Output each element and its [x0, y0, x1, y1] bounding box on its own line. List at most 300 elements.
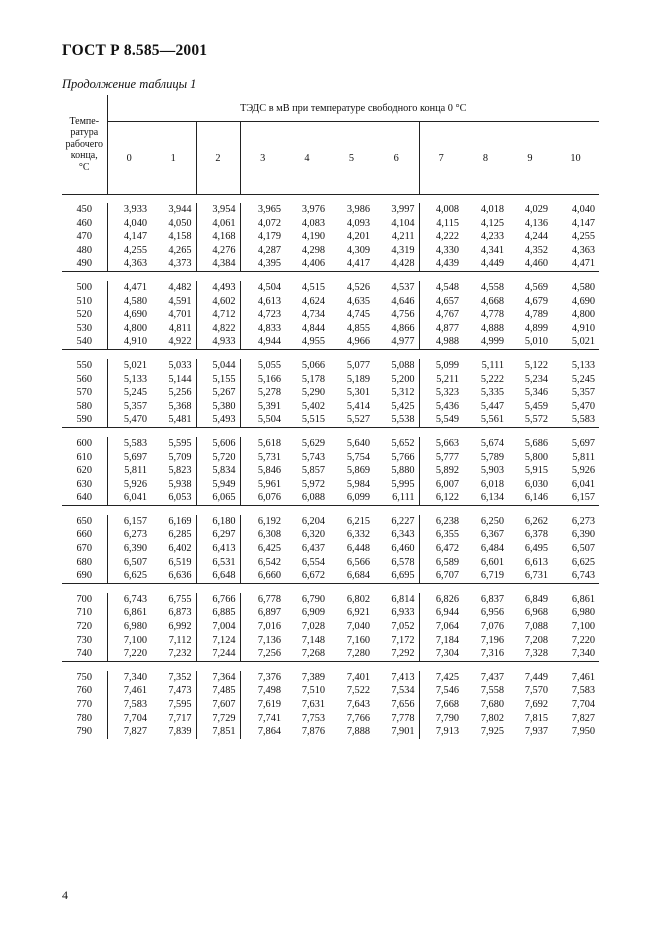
emf-value-cell: 7,473	[168, 685, 192, 697]
emf-value-cell: 5,583	[571, 414, 596, 426]
emf-value-cell: 7,913	[419, 725, 463, 739]
emf-value-cell: 5,892	[419, 464, 463, 478]
emf-value-cell: 6,122	[419, 491, 463, 505]
emf-value-cell: 4,734	[301, 309, 325, 321]
emf-value-cell: 4,515	[301, 281, 325, 293]
emf-value-cell: 5,720	[196, 451, 240, 465]
emf-value-cell: 4,789	[524, 309, 548, 321]
emf-value-cell: 5,402	[301, 400, 325, 412]
emf-value-cell: 4,255	[107, 244, 151, 258]
emf-value-cell: 4,548	[419, 281, 463, 295]
emf-value-cell: 7,280	[346, 648, 370, 660]
emf-value-cell: 7,340	[571, 648, 596, 660]
emf-value-cell: 5,777	[419, 451, 463, 465]
emf-value-cell: 4,844	[301, 322, 325, 334]
emf-value-cell: 5,731	[240, 451, 285, 465]
emf-value-cell: 4,115	[419, 217, 463, 231]
emf-value-cell: 4,330	[419, 244, 463, 258]
emf-value-cell: 4,482	[168, 281, 192, 293]
emf-value-cell: 4,093	[346, 217, 370, 229]
emf-value-cell: 4,877	[419, 322, 463, 336]
emf-value-cell: 6,308	[240, 528, 285, 542]
emf-value-cell: 5,099	[419, 359, 463, 373]
emf-value-cell: 5,493	[196, 413, 240, 427]
emf-value-cell: 7,413	[391, 671, 415, 683]
emf-value-cell: 4,384	[196, 257, 240, 271]
table-row	[62, 322, 599, 336]
emf-value-cell: 7,244	[196, 647, 240, 661]
emf-value-cell: 5,459	[524, 400, 548, 412]
table-row	[62, 413, 599, 427]
column-header: 2	[196, 122, 240, 195]
emf-value-cell: 7,876	[301, 726, 325, 738]
emf-value-cell: 7,558	[480, 685, 504, 697]
emf-value-cell: 6,355	[419, 528, 463, 542]
emf-value-cell: 7,004	[196, 620, 240, 634]
emf-value-cell: 6,065	[196, 491, 240, 505]
emf-value-cell: 5,561	[480, 414, 504, 426]
temperature-cell: 540	[76, 336, 92, 348]
emf-value-cell: 7,449	[524, 671, 548, 683]
temperature-cell: 770	[76, 699, 92, 710]
emf-value-cell: 5,618	[240, 437, 285, 451]
temperature-cell: 730	[76, 634, 92, 646]
emf-value-cell: 4,910	[107, 335, 151, 349]
column-header: 1	[151, 122, 196, 195]
emf-value-cell: 5,178	[301, 373, 325, 385]
emf-value-cell: 6,390	[571, 529, 596, 541]
emf-value-cell: 4,745	[346, 309, 370, 321]
emf-value-cell: 4,855	[346, 322, 370, 334]
table-row	[62, 725, 599, 739]
emf-value-cell: 6,707	[419, 569, 463, 583]
emf-value-cell: 5,949	[196, 478, 240, 492]
emf-value-cell: 6,402	[168, 543, 192, 555]
emf-value-cell: 4,833	[240, 322, 285, 336]
emf-value-cell: 6,507	[107, 556, 151, 570]
emf-value-cell: 7,076	[480, 621, 504, 633]
emf-value-cell: 5,538	[391, 414, 415, 426]
emf-value-cell: 4,580	[571, 281, 596, 293]
emf-value-cell: 4,701	[168, 309, 192, 321]
emf-value-cell: 5,144	[168, 373, 192, 385]
emf-value-cell: 7,461	[107, 684, 151, 698]
emf-value-cell: 4,244	[524, 231, 548, 243]
emf-value-cell: 5,549	[419, 413, 463, 427]
emf-value-cell: 4,471	[571, 258, 596, 270]
emf-value-cell: 4,624	[301, 295, 325, 307]
emf-value-cell: 4,723	[240, 308, 285, 322]
emf-value-cell: 6,320	[301, 529, 325, 541]
emf-value-cell: 6,076	[240, 491, 285, 505]
emf-value-cell: 7,100	[571, 621, 596, 633]
column-header: 7	[419, 122, 463, 195]
emf-value-cell: 5,335	[480, 387, 504, 399]
emf-value-cell: 6,542	[240, 556, 285, 570]
emf-value-cell: 5,606	[196, 437, 240, 451]
emf-value-cell: 4,439	[419, 257, 463, 271]
group-spacer	[62, 583, 599, 593]
emf-value-cell: 6,413	[196, 542, 240, 556]
emf-value-cell: 4,029	[524, 204, 548, 215]
column-header: 8	[463, 122, 508, 195]
emf-value-cell: 6,648	[196, 569, 240, 583]
emf-group-header: ТЭДС в мВ при температуре свободного конца 0 °С	[107, 95, 599, 122]
emf-value-cell: 6,332	[346, 529, 370, 541]
emf-value-cell: 4,125	[480, 217, 504, 229]
temperature-cell: 580	[76, 400, 92, 412]
emf-value-cell: 4,018	[480, 204, 504, 215]
column-header: 5	[329, 122, 374, 195]
emf-value-cell: 6,460	[391, 543, 415, 555]
emf-value-cell: 6,448	[346, 543, 370, 555]
emf-value-cell: 7,328	[524, 648, 548, 660]
temperature-cell: 660	[76, 529, 92, 541]
emf-value-cell: 5,077	[346, 359, 370, 371]
temperature-cell: 790	[76, 726, 92, 738]
emf-value-cell: 4,040	[571, 204, 596, 215]
emf-value-cell: 4,668	[480, 295, 504, 307]
emf-value-cell: 5,961	[240, 478, 285, 492]
emf-value-cell: 5,834	[196, 464, 240, 478]
table-row	[62, 647, 599, 661]
temperature-cell: 510	[76, 295, 92, 307]
emf-value-cell: 7,232	[168, 648, 192, 660]
emf-value-cell: 5,743	[301, 451, 325, 463]
emf-value-cell: 4,136	[524, 217, 548, 229]
column-header: 0	[107, 122, 151, 195]
temperature-cell: 590	[76, 414, 92, 426]
emf-value-cell: 4,966	[346, 336, 370, 348]
temperature-cell: 700	[76, 593, 92, 605]
temperature-cell: 720	[76, 621, 92, 633]
emf-value-cell: 6,613	[524, 556, 548, 568]
table-row	[62, 244, 599, 258]
emf-value-cell: 4,395	[240, 257, 285, 271]
table-row	[62, 712, 599, 726]
emf-value-cell: 4,363	[107, 257, 151, 271]
emf-value-cell: 5,754	[346, 451, 370, 463]
temperature-cell: 450	[76, 204, 92, 215]
emf-value-cell: 7,864	[240, 725, 285, 739]
emf-value-cell: 4,083	[301, 217, 325, 229]
emf-value-cell: 4,072	[240, 217, 285, 231]
emf-value-cell: 4,276	[196, 244, 240, 258]
table-row	[62, 281, 599, 295]
emf-value-cell: 6,169	[168, 515, 192, 527]
table-row	[62, 464, 599, 478]
table-row	[62, 634, 599, 648]
emf-value-cell: 7,619	[240, 698, 285, 712]
emf-value-cell: 4,190	[301, 231, 325, 243]
temperature-cell: 680	[76, 556, 92, 568]
emf-value-cell: 4,319	[391, 244, 415, 256]
emf-value-cell: 6,885	[196, 606, 240, 620]
emf-value-cell: 6,495	[524, 543, 548, 555]
emf-value-cell: 6,743	[107, 593, 151, 607]
temperature-cell: 650	[76, 515, 92, 527]
table-row	[62, 556, 599, 570]
emf-value-cell: 5,697	[571, 437, 596, 449]
temperature-cell: 560	[76, 373, 92, 385]
emf-value-cell: 6,814	[391, 593, 415, 605]
emf-value-cell: 7,741	[240, 712, 285, 726]
emf-value-cell: 7,401	[346, 671, 370, 683]
emf-value-cell: 4,690	[571, 295, 596, 307]
emf-value-cell: 7,937	[524, 726, 548, 738]
emf-value-cell: 6,531	[196, 556, 240, 570]
emf-value-cell: 6,743	[571, 570, 596, 582]
group-spacer	[62, 505, 599, 515]
emf-value-cell: 5,021	[571, 336, 596, 348]
emf-value-cell: 6,992	[168, 621, 192, 633]
emf-value-cell: 7,160	[346, 634, 370, 646]
table-row	[62, 386, 599, 400]
emf-value-cell: 4,690	[107, 308, 151, 322]
emf-value-cell: 7,184	[419, 634, 463, 648]
temperature-cell: 550	[76, 359, 92, 371]
table-row	[62, 203, 599, 217]
emf-value-cell: 6,425	[240, 542, 285, 556]
table-body	[62, 195, 599, 739]
emf-value-cell: 4,888	[480, 322, 504, 334]
temperature-cell: 610	[76, 451, 92, 463]
emf-value-cell: 7,124	[196, 634, 240, 648]
emf-value-cell: 6,660	[240, 569, 285, 583]
emf-value-cell: 5,033	[168, 359, 192, 371]
emf-value-cell: 4,050	[168, 217, 192, 229]
emf-value-cell: 4,222	[419, 230, 463, 244]
emf-value-cell: 4,061	[196, 217, 240, 231]
temperature-cell: 620	[76, 465, 92, 477]
emf-value-cell: 4,168	[196, 230, 240, 244]
emf-value-cell: 7,256	[240, 647, 285, 661]
emf-value-cell: 4,471	[107, 281, 151, 295]
emf-value-cell: 6,007	[419, 478, 463, 492]
emf-value-cell: 7,692	[524, 699, 548, 710]
emf-value-cell: 6,273	[571, 515, 596, 527]
emf-value-cell: 7,485	[196, 684, 240, 698]
table-row	[62, 295, 599, 309]
page-number: 4	[62, 888, 68, 902]
emf-value-cell: 5,234	[524, 373, 548, 385]
emf-value-cell: 7,136	[240, 634, 285, 648]
emf-value-cell: 6,146	[524, 492, 548, 504]
emf-value-cell: 6,554	[301, 556, 325, 568]
emf-value-cell: 4,591	[168, 295, 192, 307]
table-row	[62, 671, 599, 685]
emf-value-cell: 7,766	[346, 712, 370, 724]
emf-value-cell: 7,668	[419, 698, 463, 712]
emf-value-cell: 4,999	[480, 336, 504, 348]
emf-value-cell: 5,155	[196, 373, 240, 387]
emf-value-cell: 6,018	[480, 478, 504, 490]
emf-value-cell: 5,972	[301, 478, 325, 490]
emf-value-cell: 4,756	[391, 309, 415, 321]
emf-value-cell: 7,729	[196, 712, 240, 726]
emf-value-cell: 7,704	[571, 699, 596, 710]
emf-value-cell: 6,980	[571, 607, 596, 619]
emf-value-cell: 4,298	[301, 244, 325, 256]
temperature-cell: 640	[76, 492, 92, 504]
emf-value-cell: 7,950	[571, 726, 596, 738]
emf-value-cell: 5,245	[571, 373, 596, 385]
emf-value-cell: 6,578	[391, 556, 415, 568]
emf-value-cell: 4,866	[391, 322, 415, 334]
emf-value-cell: 7,827	[107, 725, 151, 739]
emf-value-cell: 5,211	[419, 373, 463, 387]
emf-value-cell: 4,822	[196, 322, 240, 336]
emf-value-cell: 5,245	[107, 386, 151, 400]
emf-value-cell: 5,021	[107, 359, 151, 373]
emf-value-cell: 6,238	[419, 515, 463, 529]
table-row	[62, 620, 599, 634]
emf-value-cell: 5,290	[301, 387, 325, 399]
emf-value-cell: 6,088	[301, 492, 325, 504]
group-spacer	[62, 427, 599, 437]
emf-value-cell: 7,704	[107, 712, 151, 726]
temperature-cell: 520	[76, 309, 92, 321]
emf-value-cell: 6,343	[391, 529, 415, 541]
emf-value-cell: 5,189	[346, 373, 370, 385]
emf-value-cell: 5,368	[168, 400, 192, 412]
emf-value-cell: 5,088	[391, 359, 415, 371]
emf-value-cell: 6,192	[240, 515, 285, 529]
emf-value-cell: 5,111	[481, 359, 504, 371]
emf-value-cell: 6,157	[571, 492, 596, 504]
emf-value-cell: 5,122	[524, 359, 548, 371]
column-header: 10	[552, 122, 599, 195]
temperature-cell: 750	[76, 671, 92, 683]
emf-value-cell: 4,147	[571, 217, 596, 229]
emf-value-cell: 5,346	[524, 387, 548, 399]
emf-value-cell: 5,709	[168, 451, 192, 463]
emf-value-cell: 5,652	[391, 437, 415, 449]
emf-value-cell: 6,980	[107, 620, 151, 634]
emf-value-cell: 4,104	[391, 217, 415, 229]
emf-value-cell: 5,697	[107, 451, 151, 465]
emf-value-cell: 6,873	[168, 607, 192, 619]
emf-value-cell: 4,657	[419, 295, 463, 309]
table-row	[62, 359, 599, 373]
emf-value-cell: 5,640	[346, 437, 370, 449]
group-spacer	[62, 195, 599, 204]
emf-value-cell: 3,954	[196, 203, 240, 217]
emf-value-cell: 5,380	[196, 400, 240, 414]
table-row	[62, 217, 599, 231]
emf-value-cell: 6,099	[346, 492, 370, 504]
emf-value-cell: 7,028	[301, 621, 325, 633]
temperature-cell: 670	[76, 543, 92, 555]
emf-value-cell: 5,663	[419, 437, 463, 451]
emf-value-cell: 7,583	[107, 698, 151, 712]
emf-value-cell: 6,566	[346, 556, 370, 568]
emf-value-cell: 7,570	[524, 685, 548, 697]
emf-value-cell: 5,595	[168, 437, 192, 449]
emf-value-cell: 7,016	[240, 620, 285, 634]
emf-value-cell: 5,869	[346, 465, 370, 477]
emf-value-cell: 4,558	[480, 281, 504, 293]
emf-value-cell: 4,569	[524, 281, 548, 293]
emf-value-cell: 7,778	[391, 712, 415, 724]
table-row	[62, 569, 599, 583]
emf-value-cell: 7,304	[419, 647, 463, 661]
emf-value-cell: 6,837	[480, 593, 504, 605]
emf-value-cell: 6,625	[107, 569, 151, 583]
emf-value-cell: 6,790	[301, 593, 325, 605]
emf-value-cell: 3,965	[240, 203, 285, 217]
emf-value-cell: 6,507	[571, 543, 596, 555]
group-spacer	[62, 661, 599, 671]
column-header: 6	[374, 122, 419, 195]
emf-value-cell: 6,861	[107, 606, 151, 620]
temperature-cell: 460	[76, 217, 92, 229]
emf-value-cell: 6,273	[107, 528, 151, 542]
temperature-cell: 500	[76, 281, 92, 293]
emf-value-cell: 5,811	[107, 464, 151, 478]
temperature-cell: 630	[76, 478, 92, 490]
emf-value-cell: 6,625	[571, 556, 596, 568]
emf-value-cell: 4,147	[107, 230, 151, 244]
table-row	[62, 257, 599, 271]
emf-value-cell: 5,133	[107, 373, 151, 387]
emf-value-cell: 6,695	[391, 570, 415, 582]
emf-value-cell: 5,044	[196, 359, 240, 373]
emf-value-cell: 6,601	[480, 556, 504, 568]
emf-value-cell: 4,933	[196, 335, 240, 349]
table-row	[62, 542, 599, 556]
emf-value-cell: 5,938	[168, 478, 192, 490]
emf-value-cell: 5,811	[572, 451, 596, 463]
emf-value-cell: 5,447	[480, 400, 504, 412]
emf-value-cell: 5,527	[346, 414, 370, 426]
emf-value-cell: 4,265	[168, 244, 192, 256]
emf-value-cell: 7,052	[391, 621, 415, 633]
emf-value-cell: 6,909	[301, 607, 325, 619]
emf-value-cell: 5,984	[346, 478, 370, 490]
temperature-cell: 480	[76, 244, 92, 256]
emf-value-cell: 5,312	[391, 387, 415, 399]
emf-value-cell: 7,196	[480, 634, 504, 646]
emf-value-cell: 3,986	[346, 204, 370, 215]
emf-value-cell: 5,926	[107, 478, 151, 492]
emf-value-cell: 4,679	[524, 295, 548, 307]
emf-value-cell: 7,522	[346, 685, 370, 697]
temperature-cell: 690	[76, 570, 92, 582]
emf-value-cell: 7,040	[346, 621, 370, 633]
emf-value-cell: 6,897	[240, 606, 285, 620]
emf-value-cell: 3,997	[391, 204, 415, 215]
emf-value-cell: 7,461	[571, 671, 596, 683]
emf-value-cell: 6,437	[301, 543, 325, 555]
emf-value-cell: 7,631	[301, 699, 325, 710]
emf-value-cell: 4,767	[419, 308, 463, 322]
emf-value-cell: 7,643	[346, 699, 370, 710]
emf-value-cell: 4,233	[480, 231, 504, 243]
emf-value-cell: 4,341	[480, 244, 504, 256]
emf-value-cell: 7,292	[391, 648, 415, 660]
emf-value-cell: 6,378	[524, 529, 548, 541]
emf-value-cell: 5,515	[301, 414, 325, 426]
emf-value-cell: 4,800	[107, 322, 151, 336]
emf-value-cell: 5,222	[480, 373, 504, 385]
emf-value-cell: 4,899	[524, 322, 548, 334]
emf-value-cell: 6,802	[346, 593, 370, 605]
emf-value-cell: 5,800	[524, 451, 548, 463]
emf-value-cell: 5,504	[240, 413, 285, 427]
emf-value-cell: 6,861	[571, 593, 596, 605]
table-caption: Продолжение таблицы 1	[62, 77, 197, 91]
